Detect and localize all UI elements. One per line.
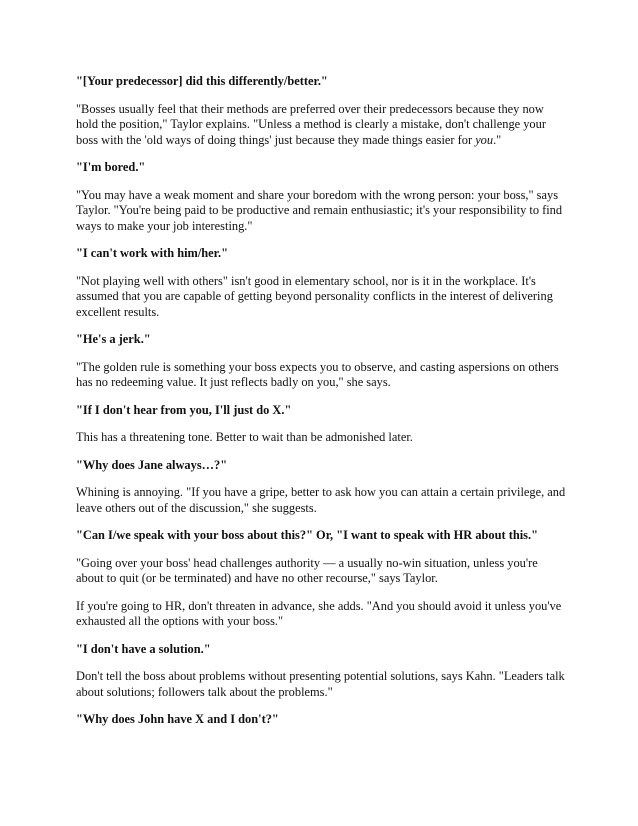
section-heading: "I can't work with him/her." — [76, 246, 229, 260]
section-heading: "I don't have a solution." — [76, 641, 211, 656]
section-john — [76, 712, 566, 728]
section-cant-work — [76, 246, 566, 320]
section-paragraph: "Not playing well with others" isn't good in elementary school, nor is it in the workplace. It's assumed that you are capable of getting beyond personality conflicts in the interest of delivering excellent results. — [76, 273, 553, 319]
section-paragraph: "The golden rule is something your boss expects you to observe, and casting aspersions on others has no redeeming value. It just reflects badly on you," she says. — [76, 359, 559, 389]
section-paragraph: This has a threatening tone. Better to wait than be admonished later. — [76, 430, 413, 444]
section-do-x — [76, 403, 566, 446]
section-jerk — [76, 332, 566, 391]
section-paragraph: If you're going to HR, don't threaten in advance, she adds. "And you should avoid it unless you've exhausted all the options with your boss." — [76, 598, 562, 628]
section-paragraph: Don't tell the boss about problems without presenting potential solutions, says Kahn. "Leaders talk about solutions; followers talk about the problems." — [76, 669, 565, 699]
section-boss-hr — [76, 528, 566, 630]
section-paragraph: "Going over your boss' head challenges authority — a usually no-win situation, unless you're about to quit (or be terminated) and have no other recourse," says Taylor. — [76, 555, 538, 585]
section-bored — [76, 160, 566, 234]
paragraph-text: "Bosses usually feel that their methods are preferred over their predecessors because they now hold the position," Taylor explains. "Unless a method is clearly a mistake, don't challenge your boss with the 'old ways of doing things' just because they made things easier for — [76, 101, 546, 147]
emphasis-text: you — [475, 132, 494, 147]
section-heading: "Can I/we speak with your boss about this?" Or, "I want to speak with HR about this." — [76, 528, 538, 542]
section-paragraph — [76, 102, 566, 149]
document-page — [76, 74, 566, 740]
section-paragraph: "You may have a weak moment and share your boredom with the wrong person: your boss," says Taylor. "You're being paid to be productive and remain enthusiastic; it's your responsibility to find ways to make your job interesting." — [76, 187, 563, 233]
section-predecessor — [76, 74, 566, 148]
section-heading: "If I don't hear from you, I'll just do X." — [76, 402, 292, 417]
section-heading: "[Your predecessor] did this differently/better." — [76, 74, 328, 88]
section-no-solution — [76, 642, 566, 701]
section-heading: "He's a jerk." — [76, 332, 151, 346]
paragraph-text-end: ." — [493, 132, 502, 147]
section-heading: "I'm bored." — [76, 160, 146, 174]
section-paragraph: Whining is annoying. "If you have a gripe, better to ask how you can attain a certain privilege, and leave others out of the discussion," she suggests. — [76, 485, 566, 515]
section-jane — [76, 458, 566, 517]
section-heading: "Why does John have X and I don't?" — [76, 712, 279, 726]
section-heading: "Why does Jane always…?" — [76, 457, 228, 472]
